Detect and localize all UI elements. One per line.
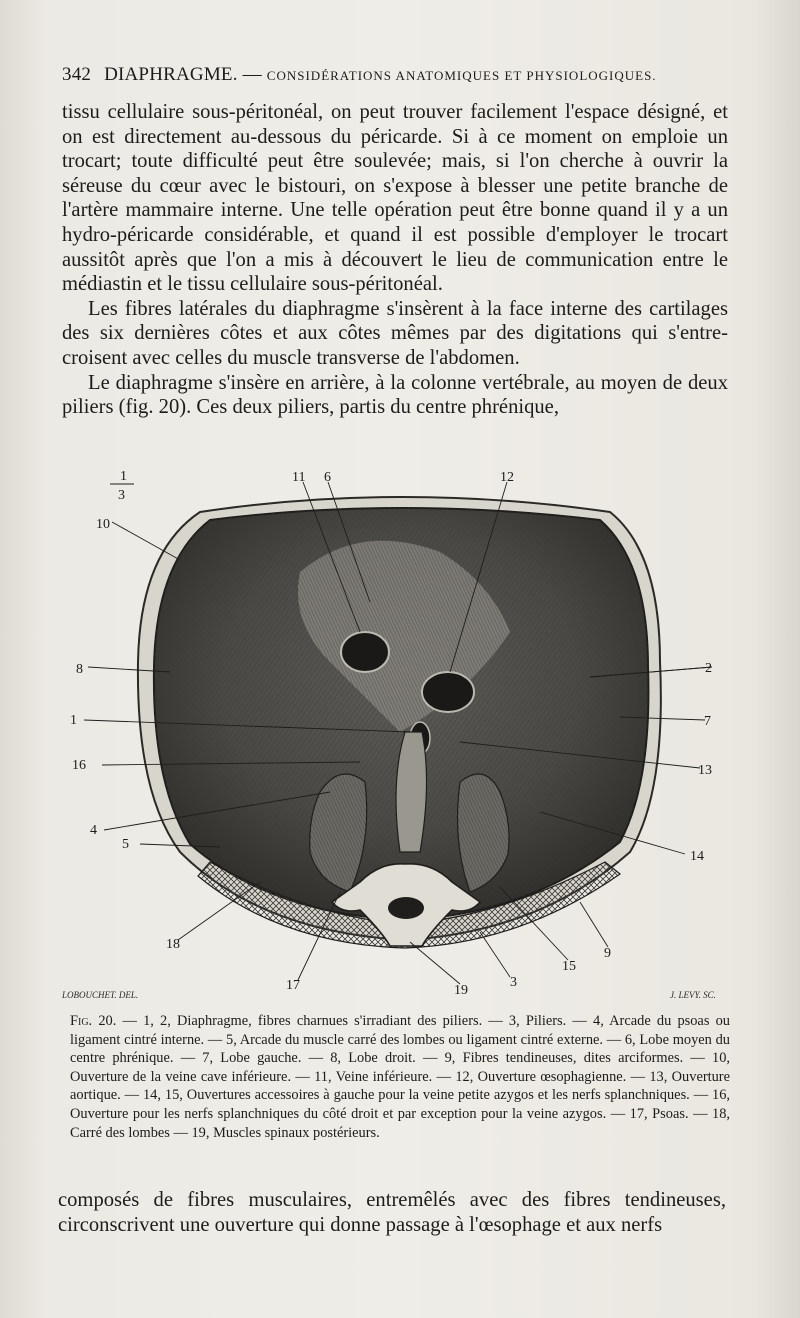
diaphragm-pillars: [396, 732, 427, 852]
scale-denominator: 3: [118, 488, 125, 503]
label-18: 18: [166, 937, 180, 952]
figure-caption: [70, 1012, 730, 1142]
vertebral-canal: [388, 897, 424, 919]
label-14: 14: [690, 849, 704, 864]
label-17: 17: [286, 978, 300, 993]
oesophageal-opening: [422, 672, 474, 712]
header-dash: —: [242, 64, 262, 85]
label-13: 13: [698, 763, 712, 778]
label-11: 11: [292, 470, 306, 485]
label-7: 7: [704, 714, 711, 729]
paragraph-2: Les fibres latérales du diaphragme s'insèrent à la face interne des cartilages des six dernières côtes et aux côtes mêmes par des digitations qui s'entre-croisent avec celles du muscle transverse de l'abdomen.: [62, 297, 728, 369]
scale-numerator: 1: [120, 469, 127, 484]
body-text-top: [62, 100, 728, 420]
label-15: 15: [562, 959, 576, 974]
label-2: 2: [705, 661, 712, 676]
label-6: 6: [324, 470, 331, 485]
label-1: 1: [70, 713, 77, 728]
label-5: 5: [122, 837, 129, 852]
label-8: 8: [76, 662, 83, 677]
header-subtitle: CONSIDÉRATIONS ANATOMIQUES ET PHYSIOLOGIQUES.: [266, 68, 657, 83]
label-4: 4: [90, 823, 97, 838]
header-title: DIAPHRAGME.: [104, 64, 238, 85]
signature-right: J. LEVY. SC.: [670, 990, 716, 1000]
label-10: 10: [96, 517, 110, 532]
caption-text: — 1, 2, Diaphragme, fibres charnues s'irradiant des piliers. — 3, Piliers. — 4, Arcade du psoas ou ligament cintré interne. — 5, Arcade du muscle carré des lombes ou ligament cintré externe. — 6, Lobe moyen du centre phrénique. — 7, Lobe gauche. — 8, Lobe droit. — 9, Fibres tendineuses, dites arciformes. — 10, Ouverture de la veine cave inférieure. — 11, Veine inférieure. — 12, Ouverture œsophagienne. — 13, Ouverture aortique. — 14, 15, Ouvertures accessoires à gauche pour la veine petite azygos et les nerfs splanchniques. — 16, Ouverture pour les nerfs splanchniques du côté droit et par exception pour la veine azygos. — 17, Psoas. — 18, Carré des lombes — 19, Muscles spinaux postérieurs.: [70, 1013, 730, 1141]
body-text-bottom: composés de fibres musculaires, entremêlés avec des fibres tendineuses, circonscrivent une ouverture qui donne passage à l'œsophage et aux nerfs: [58, 1189, 726, 1236]
page-number: 342: [62, 64, 92, 85]
paragraph-3: Le diaphragme s'insère en arrière, à la colonne vertébrale, au moyen de deux piliers (fig. 20). Ces deux piliers, partis du centre phrénique,: [62, 371, 728, 419]
label-9: 9: [604, 946, 611, 961]
label-19: 19: [454, 983, 468, 998]
running-header: [62, 64, 742, 86]
paragraph-1: tissu cellulaire sous-péritonéal, on peut trouver facilement l'espace désigné, et on est directement au-dessous du péricarde. Si à ce moment on emploie un trocart; toute difficulté peut être soulevée; mais, si l'on cherche à ouvrir la séreuse du cœur avec le bistouri, on s'expose à blesser une petite branche de l'artère mammaire interne. Une telle opération peut être bonne quand il y a un hydro-péricarde considérable, et quand il est possible d'employer le trocart aussitôt après que l'on a mis à découvert le lieu de communication entre le médiastin et le tissu cellulaire sous-péritonéal.: [62, 101, 728, 296]
vena-cava-opening: [341, 632, 389, 672]
label-16: 16: [72, 758, 86, 773]
caption-figure-label: Fig. 20.: [70, 1013, 117, 1029]
diaphragm-illustration: [60, 462, 750, 1010]
label-12: 12: [500, 470, 514, 485]
signature-left: LOBOUCHET. DEL.: [62, 990, 139, 1000]
label-3: 3: [510, 975, 517, 990]
